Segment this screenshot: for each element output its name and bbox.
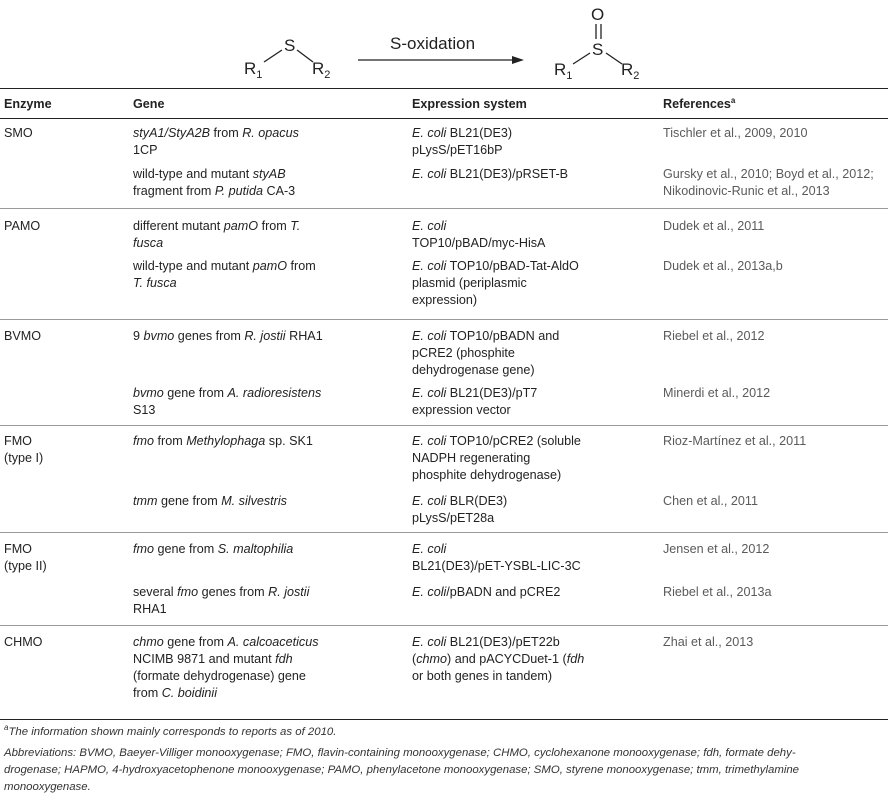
group-separator	[0, 319, 888, 320]
gene-cell: chmo gene from A. calcoaceticus	[133, 635, 319, 649]
enzyme-cell: FMO	[4, 542, 32, 556]
gene-cell: NCIMB 9871 and mutant fdh	[133, 652, 293, 666]
expression-cell: E. coli BL21(DE3)/pT7	[412, 386, 538, 400]
expression-cell: NADPH regenerating	[412, 451, 531, 465]
group-separator	[0, 425, 888, 426]
reference-cell: Nikodinovic-Runic et al., 2013	[663, 184, 830, 198]
expression-cell: phosphite dehydrogenase)	[412, 468, 562, 482]
reference-cell: Rioz-Martínez et al., 2011	[663, 434, 807, 448]
expression-cell: dehydrogenase gene)	[412, 363, 535, 377]
gene-cell: 1CP	[133, 143, 158, 157]
gene-cell: fusca	[133, 236, 164, 250]
expression-cell: E. coli BL21(DE3)	[412, 126, 513, 140]
reaction-scheme	[0, 0, 888, 92]
expression-cell: pLysS/pET16bP	[412, 143, 503, 157]
gene-cell: (formate dehydrogenase) gene	[133, 669, 306, 683]
table-bottom-rule	[0, 719, 888, 720]
enzyme-cell: SMO	[4, 126, 33, 140]
gene-cell: fmo gene from S. maltophilia	[133, 542, 294, 556]
enzyme-cell: (type I)	[4, 451, 44, 465]
gene-cell: tmm gene from M. silvestris	[133, 494, 287, 508]
expression-cell: E. coli BL21(DE3)/pET22b	[412, 635, 560, 649]
reference-cell: Riebel et al., 2012	[663, 329, 765, 343]
expression-cell: E. coli BLR(DE3)	[412, 494, 508, 508]
gene-cell: different mutant pamO from T.	[133, 219, 301, 233]
scheme-right-r1: $R_1$	[554, 60, 573, 82]
reference-cell: Riebel et al., 2013a	[663, 585, 772, 599]
reference-cell: Dudek et al., 2011	[663, 219, 765, 233]
scheme-left-r2: $R_2$	[312, 59, 331, 81]
header-references: References$^a$	[663, 95, 736, 111]
footnote-a: $^a$The information shown mainly corresponds to reports as of 2010.	[4, 723, 337, 738]
expression-cell: E. coli TOP10/pCRE2 (soluble	[412, 434, 581, 448]
expression-cell: TOP10/pBAD/myc-HisA	[412, 236, 546, 250]
reference-cell: Minerdi et al., 2012	[663, 386, 771, 400]
abbreviations-line-2: drogenase; HAPMO, 4-hydroxyacetophenone monooxygenase; PAMO, phenylacetone monooxygenase; SMO, styrene monooxygenase; tmm, trimethylamine	[4, 764, 800, 776]
gene-cell: from C. boidinii	[133, 686, 217, 700]
enzyme-cell: FMO	[4, 434, 32, 448]
gene-cell: 9 bvmo genes from R. jostii RHA1	[133, 329, 323, 343]
expression-cell: plasmid (periplasmic	[412, 276, 527, 290]
reference-cell: Gursky et al., 2010; Boyd et al., 2012;	[663, 167, 874, 181]
scheme-right-o: O	[591, 5, 605, 24]
gene-cell: several fmo genes from R. jostii	[133, 585, 310, 599]
group-separator	[0, 532, 888, 533]
gene-cell: styA1/StyA2B from R. opacus	[133, 126, 299, 140]
reference-cell: Zhai et al., 2013	[663, 635, 754, 649]
enzyme-cell: CHMO	[4, 635, 43, 649]
reaction-label: S-oxidation	[390, 34, 476, 53]
expression-cell: E. coli TOP10/pBADN and	[412, 329, 560, 343]
expression-cell: E. coli TOP10/pBAD-Tat-AldO	[412, 259, 579, 273]
abbreviations-line-3: monooxygenase.	[4, 781, 91, 793]
header-rule	[0, 118, 888, 119]
expression-cell: pCRE2 (phosphite	[412, 346, 515, 360]
expression-cell: E. coli/pBADN and pCRE2	[412, 585, 561, 599]
gene-cell: T. fusca	[133, 276, 177, 290]
gene-cell: bvmo gene from A. radioresistens	[133, 386, 322, 400]
expression-cell: E. coli	[412, 219, 447, 233]
expression-cell: E. coli	[412, 542, 447, 556]
reference-cell: Chen et al., 2011	[663, 494, 758, 508]
gene-cell: wild-type and mutant styAB	[133, 167, 286, 181]
table-top-rule	[0, 88, 888, 89]
header-enzyme: Enzyme	[4, 97, 52, 111]
scheme-left-r1: $R_1$	[244, 59, 263, 81]
scheme-left-s: S	[284, 36, 296, 55]
enzyme-cell: (type II)	[4, 559, 47, 573]
expression-cell: or both genes in tandem)	[412, 669, 553, 683]
reference-cell: Jensen et al., 2012	[663, 542, 770, 556]
gene-cell: S13	[133, 403, 156, 417]
expression-cell: (chmo) and pACYCDuet-1 (fdh	[412, 652, 585, 666]
gene-cell: RHA1	[133, 602, 167, 616]
expression-cell: expression)	[412, 293, 478, 307]
scheme-right-s: S	[592, 40, 604, 59]
scheme-right-r2: $R_2$	[621, 60, 640, 82]
gene-cell: fmo from Methylophaga sp. SK1	[133, 434, 313, 448]
expression-cell: E. coli BL21(DE3)/pRSET-B	[412, 167, 569, 181]
reference-cell: Dudek et al., 2013a,b	[663, 259, 783, 273]
abbreviations-line-1: Abbreviations: BVMO, Baeyer-Villiger monooxygenase; FMO, flavin-containing monooxygenase; CHMO, cyclohexanone monooxygenase; fdh, formate dehy-	[4, 747, 796, 759]
expression-cell: pLysS/pET28a	[412, 511, 495, 525]
group-separator	[0, 208, 888, 209]
enzyme-cell: BVMO	[4, 329, 42, 343]
expression-cell: BL21(DE3)/pET-YSBL-LIC-3C	[412, 559, 581, 573]
gene-cell: wild-type and mutant pamO from	[133, 259, 316, 273]
enzyme-cell: PAMO	[4, 219, 41, 233]
header-expression: Expression system	[412, 97, 527, 111]
reference-cell: Tischler et al., 2009, 2010	[663, 126, 808, 140]
gene-cell: fragment from P. putida CA-3	[133, 184, 296, 198]
group-separator	[0, 625, 888, 626]
header-gene: Gene	[133, 97, 165, 111]
expression-cell: expression vector	[412, 403, 511, 417]
